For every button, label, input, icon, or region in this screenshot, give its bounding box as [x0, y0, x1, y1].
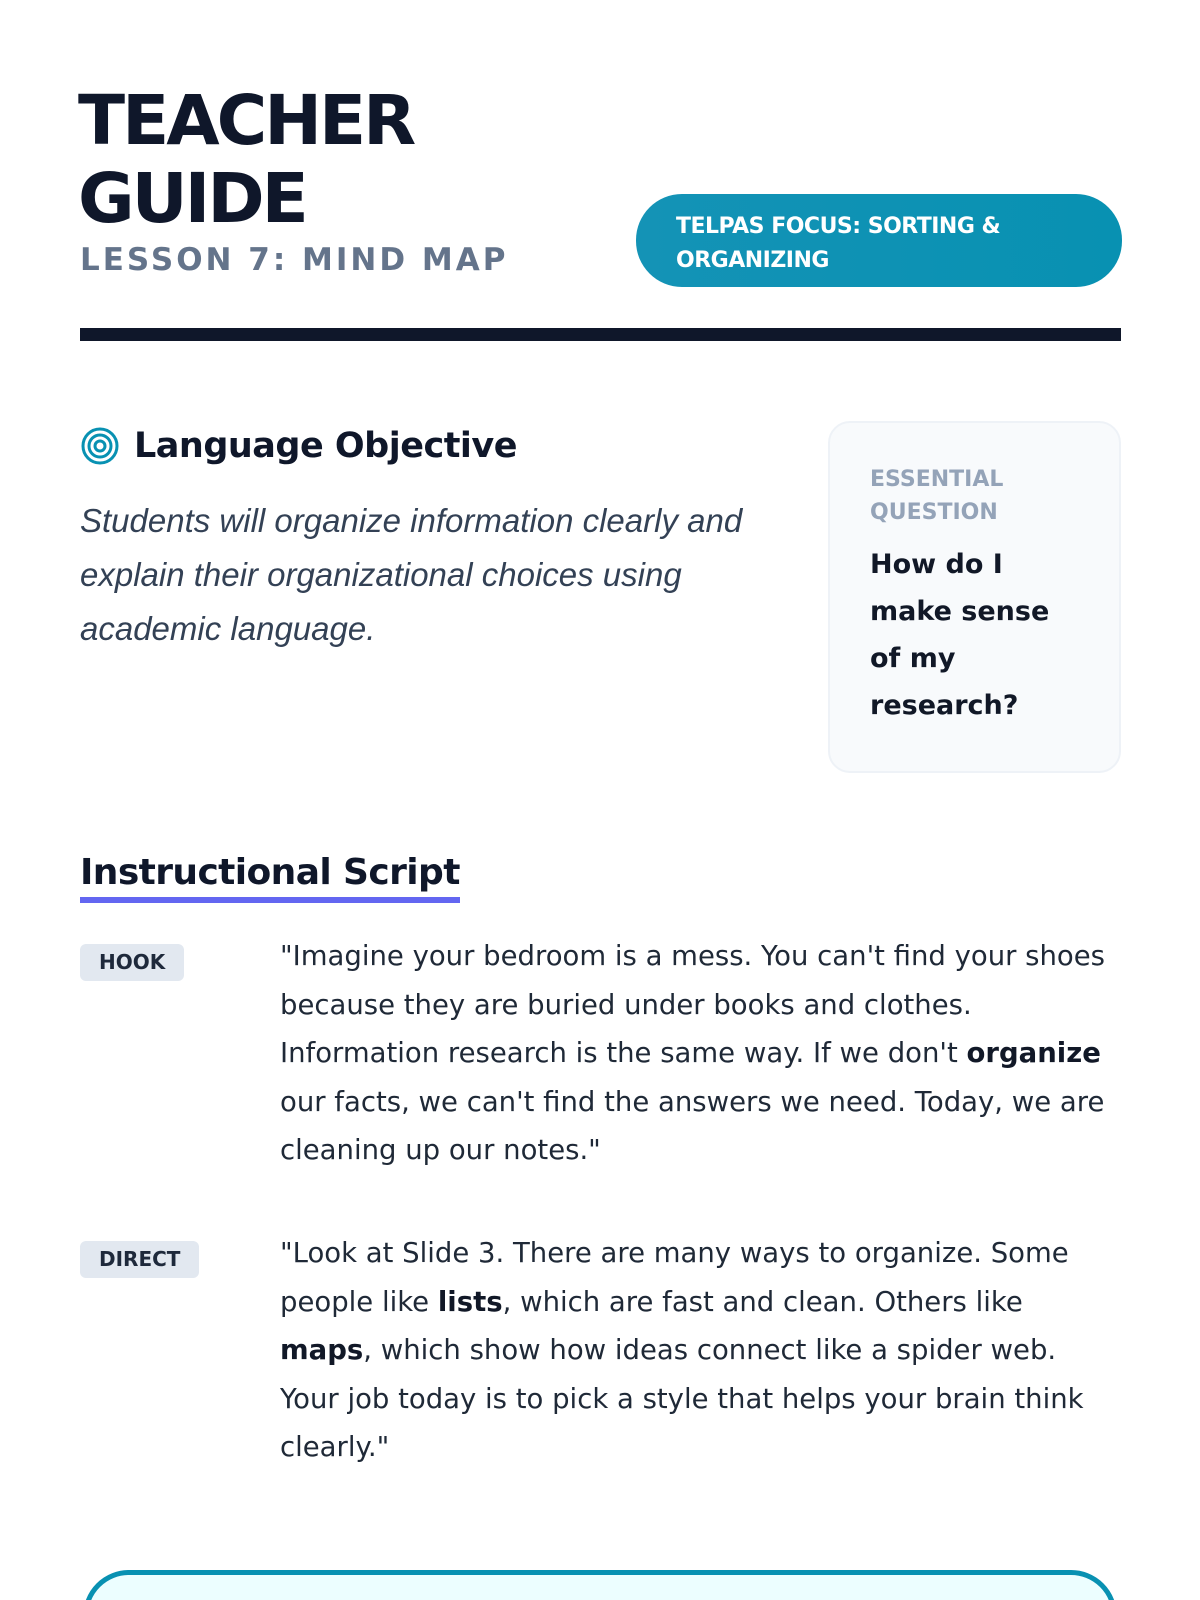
step-text-keyword: organize	[966, 1037, 1101, 1069]
essential-question-text: How do I make sense of my research?	[870, 549, 1050, 721]
focus-badge-line-1: TELPAS FOCUS: SORTING &	[676, 214, 1001, 239]
language-objective-section	[80, 420, 800, 656]
objective-heading: Language Objective	[134, 426, 517, 466]
header-divider	[80, 328, 1121, 341]
teacher-guide-page	[80, 0, 1120, 1600]
step-text-keyword: lists	[437, 1285, 503, 1318]
step-text-direct	[280, 1229, 1120, 1472]
instructional-script-heading: Instructional Script	[80, 852, 460, 903]
telpas-focus-badge	[636, 194, 1122, 287]
title-line-1: TEACHER	[78, 81, 414, 161]
title-line-2: GUIDE	[78, 159, 306, 239]
objective-heading-row	[80, 420, 800, 472]
focus-badge-line-2: ORGANIZING	[676, 248, 829, 273]
step-tag-direct: DIRECT	[80, 1241, 199, 1278]
step-text-segment: , which show how ideas connect like a spider web. Your job today is to pick a style that helps your brain think clearly."	[280, 1334, 1084, 1463]
step-text-segment: our facts, we can't find the answers we need. Today, we are cleaning up our notes."	[280, 1085, 1105, 1166]
step-text-segment: , which are fast and clean. Others like	[502, 1285, 1023, 1318]
step-tag-hook: HOOK	[80, 944, 184, 981]
step-text-keyword: maps	[280, 1334, 364, 1366]
page-title	[78, 82, 413, 238]
objective-text: Students will organize information clearly and explain their organizational choices using academic language.	[80, 502, 743, 647]
eq-label-line-2: QUESTION	[870, 500, 998, 525]
essential-question-card	[828, 421, 1121, 773]
lesson-subtitle: LESSON 7: MIND MAP	[80, 242, 509, 278]
step-text-segment: "Look at Slide 3. There are many ways to organize. Some people like	[280, 1237, 1069, 1318]
step-text-hook	[280, 932, 1120, 1175]
guide-header	[80, 82, 1120, 342]
eq-label-line-1: ESSENTIAL	[870, 467, 1004, 492]
essential-question-label	[870, 463, 1079, 529]
target-icon	[80, 426, 120, 466]
step-text-segment: "Imagine your bedroom is a mess. You can't find your shoes because they are buried under books and clothes. Information research is the same way. If we don't	[280, 940, 1105, 1069]
next-section-card	[83, 1570, 1117, 1600]
